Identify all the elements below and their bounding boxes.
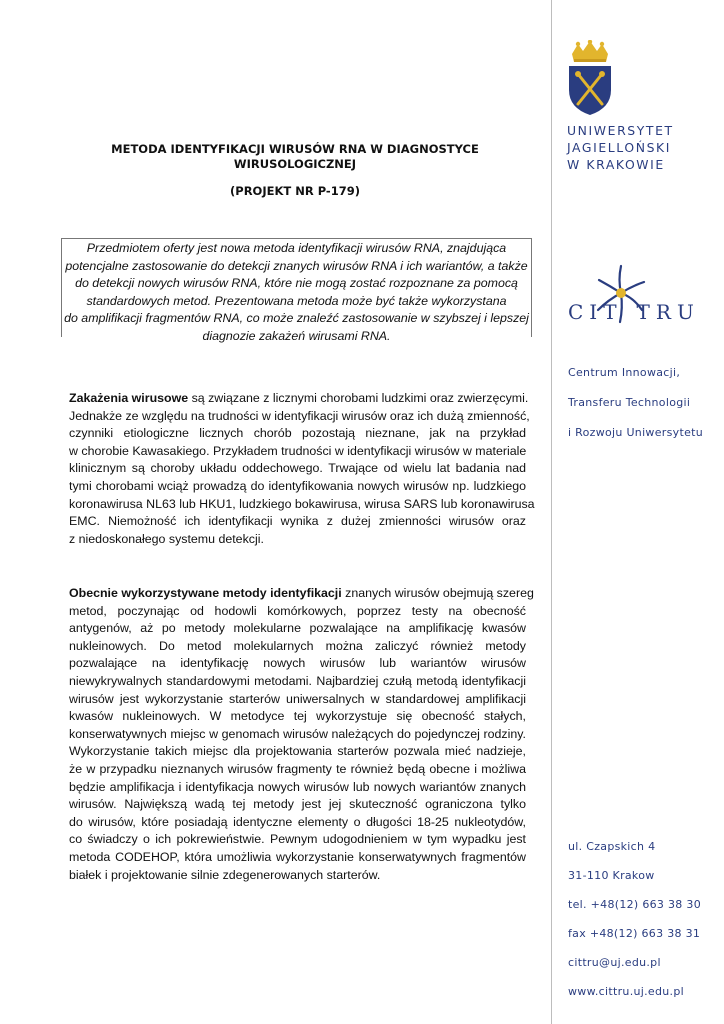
abstract-box (61, 238, 532, 343)
paragraph-line: wirusów. Największą wadą tej metody jest jej skuteczność ograniczona tylko (69, 797, 526, 812)
paragraph-line: w chorobie Kawasakiego. Przykładem trudności w identyfikacji wirusów w materiale (69, 443, 527, 458)
paragraph-line: że w przypadku nieznanych wirusów fragmenty te również będą obecne i możliwa (69, 761, 526, 776)
contact-website: www.cittru.uj.edu.pl (568, 985, 684, 998)
paragraph-line: wirusów jest wykorzystanie starterów uniwersalnych w standardowej amplifikacji (69, 691, 526, 706)
cittru-text-right: TRU (636, 300, 700, 324)
paragraph-line: co świadczy o ich pokrewieństwie. Pewnym udogodnieniem w tym wypadku jest (69, 832, 526, 847)
paragraph-line: niewykrywalnych standardowymi metodami. Najbardziej czułą metodą identyfikacji (69, 673, 526, 688)
contact-email: cittru@uj.edu.pl (568, 956, 661, 969)
paragraph-line: metod, poczynając od hodowli komórkowych, poprzez testy na obecność (69, 603, 526, 618)
university-name-line: JAGIELLOŃSKI (567, 140, 672, 155)
paragraph-line (69, 585, 534, 603)
abstract-line: do detekcji nowych wirusów RNA, które nie mogą zostać rozpoznane za pomocą (75, 276, 518, 291)
contact-postal: 31-110 Krakow (568, 869, 655, 882)
project-number: (PROJEKT NR P-179) (230, 184, 360, 198)
paragraph-line: białek i projektowanie silnie zdegenerowanych starterów. (69, 867, 381, 882)
contact-fax: fax +48(12) 663 38 31 (568, 927, 701, 940)
document-title (60, 142, 530, 199)
paragraph-line: metoda CODEHOP, która umożliwia wykorzystanie konserwatywnych fragmentów (69, 849, 526, 864)
abstract-line: Przedmiotem oferty jest nowa metoda identyfikacji wirusów RNA, znajdująca (86, 241, 507, 255)
center-name-line: Transferu Technologii (568, 396, 691, 409)
paragraph-line: do wirusów, które posiadają identyczne elementy o długości 18-25 nukleotydów, (69, 814, 526, 829)
center-name-line: Centrum Innowacji, (568, 366, 681, 379)
sidebar-divider (551, 0, 552, 1024)
title-line-1: METODA IDENTYFIKACJI WIRUSÓW RNA W DIAGNOSTYCE (111, 142, 479, 156)
paragraph-line: czynniki etiologiczne licznych chorób pozostają nieznane, jak na przykład (69, 426, 526, 441)
paragraph-line: konserwatywnych miejsc w genomach wirusów należących do pojedynczej rodziny. (69, 726, 526, 741)
paragraph-line: pozwalające na identyfikację nowych wirusów lub wariantów wirusów (69, 656, 526, 671)
paragraph-line: z niedoskonałego systemu detekcji. (69, 531, 264, 546)
paragraph-line: EMC. Niemożność ich identyfikacji wynika z dużej zmienności wirusów oraz (69, 514, 526, 529)
paragraph-line-text: są związane z licznymi chorobami ludzkimi oraz zwierzęcymi. (188, 391, 529, 405)
paragraph-lead: Obecnie wykorzystywane metody identyfikacji (69, 586, 342, 600)
contact-phone: tel. +48(12) 663 38 30 (568, 898, 702, 911)
paragraph-line: kwasów nukleinowych. W metodyce tej wykorzystuje się obecność stałych, (69, 709, 526, 724)
abstract-line: diagnozie zakażeń wirusami RNA. (202, 328, 391, 343)
paragraph-line: będzie amplifikacja i identyfikacja nowych wirusów lub nowych wariantów znanych (69, 779, 526, 794)
paragraph-line: antygenów, aż po metody molekularne pozwalające na amplifikację kwasów (69, 621, 526, 636)
abstract-line: do amplifikacji fragmentów RNA, co może znaleźć zastosowanie w szybszej i lepszej (64, 311, 529, 326)
university-name-line: W KRAKOWIE (567, 157, 665, 172)
university-name (567, 122, 674, 173)
paragraph-line: Wykorzystanie takich miejsc dla projektowania starterów pozwala mieć nadzieje, (69, 744, 526, 759)
title-line-2: WIRUSOLOGICZNEJ (233, 157, 357, 171)
paragraph-line: koronawirusa NL63 lub HKU1, ludzkiego bokawirusa, wirusa SARS lub koronawirusa (69, 496, 535, 511)
cittru-text-left: CIT (568, 300, 623, 324)
center-name-line: i Rozwoju Uniwersytetu (568, 426, 704, 439)
uj-crest-icon (566, 40, 614, 116)
paragraph-viral-infections (69, 390, 535, 548)
university-name-line: UNIWERSYTET (567, 123, 674, 138)
paragraph-line (69, 390, 529, 408)
abstract-line: standardowych metod. Prezentowana metoda może być także wykorzystana (86, 293, 507, 308)
abstract-line: potencjalne zastosowanie do detekcji znanych wirusów RNA i ich wariantów, a także (65, 258, 528, 273)
paragraph-line-text: znanych wirusów obejmują szereg (341, 586, 534, 600)
paragraph-line: klinicznym są choroby układu oddechowego. Trwające od wielu lat badania nad (69, 461, 526, 476)
contact-address: ul. Czapskich 4 (568, 840, 656, 853)
paragraph-lead: Zakażenia wirusowe (69, 391, 189, 405)
cittru-logo-text (568, 300, 700, 324)
paragraph-line: tymi chorobami wciąż prowadzą do identyfikowania nowych wirusów np. ludzkiego (69, 478, 526, 493)
paragraph-line: nukleinowych. Do metod molekularnych można zaliczyć również metody (69, 638, 526, 653)
paragraph-line: Jednakże ze względu na trudności w identyfikacji wirusów oraz ich dużą zmienność, (69, 408, 530, 423)
paragraph-current-methods (69, 585, 534, 884)
